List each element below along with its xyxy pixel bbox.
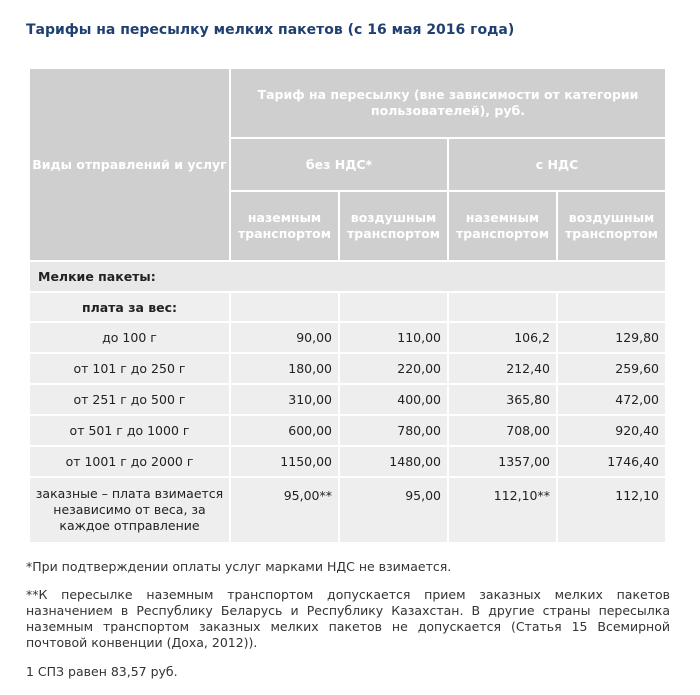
cell-air: 110,00 bbox=[340, 323, 447, 352]
cell-air: 1480,00 bbox=[340, 447, 447, 476]
cell-air-vat: 129,80 bbox=[558, 323, 665, 352]
cell-ground: 90,00 bbox=[231, 323, 338, 352]
page-title: Тарифы на пересылку мелких пакетов (с 16 мая 2016 года) bbox=[26, 22, 515, 38]
cell-air-vat: 472,00 bbox=[558, 385, 665, 414]
header-ground: наземным транспортом bbox=[231, 192, 338, 260]
row-label: от 1001 г до 2000 г bbox=[30, 447, 229, 476]
cell-air: 780,00 bbox=[340, 416, 447, 445]
cell-ground-vat: 106,2 bbox=[449, 323, 556, 352]
cell-ground: 310,00 bbox=[231, 385, 338, 414]
cell-air-vat: 112,10 bbox=[558, 478, 665, 542]
table-row bbox=[30, 354, 665, 383]
cell-air-vat: 920,40 bbox=[558, 416, 665, 445]
row-label: до 100 г bbox=[30, 323, 229, 352]
row-label: от 251 г до 500 г bbox=[30, 385, 229, 414]
cell-ground-vat: 212,40 bbox=[449, 354, 556, 383]
table-row bbox=[30, 447, 665, 476]
cell-ground: 1150,00 bbox=[231, 447, 338, 476]
header-air-vat: воздушным транспортом bbox=[558, 192, 665, 260]
footnote-vat: *При подтверждении оплаты услуг марками НДС не взимается. bbox=[26, 559, 452, 574]
header-ground-vat: наземным транспортом bbox=[449, 192, 556, 260]
cell-air: 95,00 bbox=[340, 478, 447, 542]
table-row bbox=[30, 323, 665, 352]
cell-ground-vat: 708,00 bbox=[449, 416, 556, 445]
footnote-ground-transport: **К пересылке наземным транспортом допускается прием заказных мелких пакетов назначением в Республику Беларусь и Республику Казахстан. В другие страны пересылка наземным транспортом заказных мелких пакетов не допускается (Статья 15 Всемирной почтовой конвенции (Доха, 2012)). bbox=[26, 587, 670, 650]
subsection-weight-fee: плата за вес: bbox=[30, 293, 229, 321]
row-label: от 501 г до 1000 г bbox=[30, 416, 229, 445]
cell-air-vat: 259,60 bbox=[558, 354, 665, 383]
cell-ground: 600,00 bbox=[231, 416, 338, 445]
cell-ground: 180,00 bbox=[231, 354, 338, 383]
tariff-table bbox=[28, 67, 667, 544]
cell-air: 220,00 bbox=[340, 354, 447, 383]
row-label: заказные – плата взимается независимо от веса, за каждое отправление bbox=[30, 478, 229, 542]
cell-ground-vat: 365,80 bbox=[449, 385, 556, 414]
cell-ground-vat: 112,10** bbox=[449, 478, 556, 542]
cell-air-vat: 1746,40 bbox=[558, 447, 665, 476]
header-types: Виды отправлений и услуг bbox=[30, 69, 229, 260]
table-row bbox=[30, 416, 665, 445]
footnote-sdr-rate: 1 СПЗ равен 83,57 руб. bbox=[26, 664, 178, 679]
cell-air: 400,00 bbox=[340, 385, 447, 414]
table-row bbox=[30, 385, 665, 414]
cell-ground-vat: 1357,00 bbox=[449, 447, 556, 476]
cell-ground: 95,00** bbox=[231, 478, 338, 542]
row-label: от 101 г до 250 г bbox=[30, 354, 229, 383]
table-row bbox=[30, 478, 665, 542]
section-small-packets: Мелкие пакеты: bbox=[30, 262, 665, 291]
header-without-vat: без НДС* bbox=[231, 139, 447, 190]
header-with-vat: с НДС bbox=[449, 139, 665, 190]
header-air: воздушным транспортом bbox=[340, 192, 447, 260]
header-tariff: Тариф на пересылку (вне зависимости от категории пользователей), руб. bbox=[231, 69, 665, 137]
